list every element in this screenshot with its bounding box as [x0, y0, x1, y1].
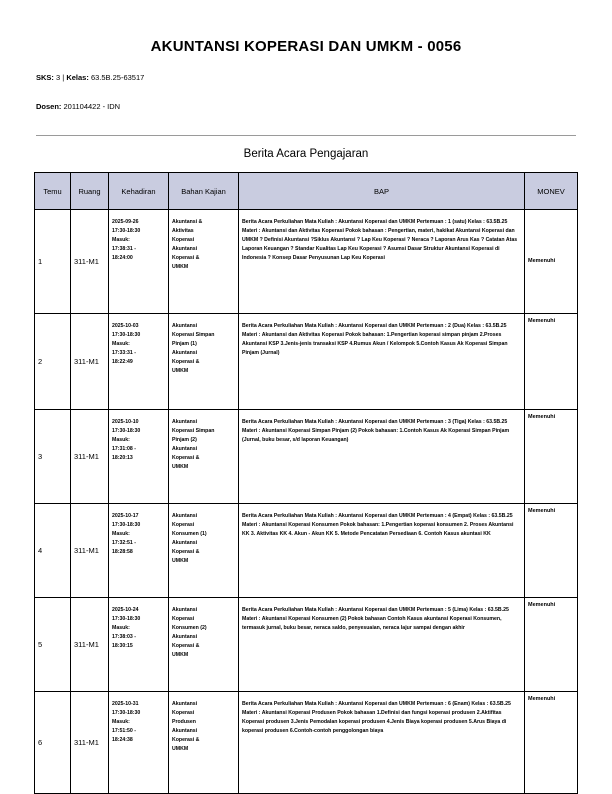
cell-bahan-kajian: Akuntansi Koperasi Produsen Akuntansi Koperasi & UMKM	[169, 692, 239, 794]
cell-temu: 6	[35, 692, 71, 794]
cell-ruang: 311-M1	[71, 692, 109, 794]
cell-bahan-kajian: Akuntansi Koperasi Simpan Pinjam (1) Akuntansi Koperasi & UMKM	[169, 314, 239, 410]
cell-monev: Memenuhi	[525, 210, 578, 314]
table-row	[35, 314, 578, 410]
table-row	[35, 598, 578, 692]
cell-bap: Berita Acara Perkuliahan Mata Kuliah : Akuntansi Koperasi dan UMKM Pertemuan : 4 (Empat) Kelas : 63.5B.25 Materi : Akuntansi Koperasi Konsumen Pokok bahasan: 1.Pengertian koperasi konsumen 2. Proses Akuntansi KK 3. Aktivitas KK 4. Akun - Akun KK 5. Metode Pencatatan Persediaan 6. Contoh Kasus akuntasi KK	[239, 504, 525, 598]
table-row	[35, 692, 578, 794]
col-header-temu: Temu	[35, 173, 71, 210]
document-title: AKUNTANSI KOPERASI DAN UMKM - 0056	[150, 38, 462, 55]
cell-ruang: 311-M1	[71, 210, 109, 314]
dosen-label: Dosen:	[36, 102, 62, 111]
cell-temu: 1	[35, 210, 71, 314]
cell-monev: Memenuhi	[525, 692, 578, 794]
cell-bap: Berita Acara Perkuliahan Mata Kuliah : Akuntansi Koperasi dan UMKM Pertemuan : 6 (Enam) Kelas : 63.5B.25 Materi : Akuntansi Koperasi Produsen Pokok bahasan 1.Definisi dan fungsi koperasi produsen 2.Aktifitas Koperasi produsen 3.Jenis Pemodalan koperasi produsen 4.Jenis Biaya koperasi produsen 5.Arus Biaya di koperasi produsen 6.Contoh-contoh penggolongan biaya	[239, 692, 525, 794]
col-header-monev: MONEV	[525, 173, 578, 210]
bap-table	[34, 172, 578, 794]
cell-monev: Memenuhi	[525, 598, 578, 692]
col-header-bahan-kajian: Bahan Kajian	[169, 173, 239, 210]
col-header-kehadiran: Kehadiran	[109, 173, 169, 210]
cell-temu: 5	[35, 598, 71, 692]
kelas-label: Kelas:	[66, 73, 89, 82]
cell-bahan-kajian: Akuntansi Koperasi Konsumen (1) Akuntansi Koperasi & UMKM	[169, 504, 239, 598]
table-row	[35, 410, 578, 504]
cell-bap: Berita Acara Perkuliahan Mata Kuliah : Akuntansi Koperasi dan UMKM Pertemuan : 3 (Tiga) Kelas : 63.5B.25 Materi : Akuntansi Koperasi Simpan Pinjam (2) Pokok bahasan: 1.Contoh Kasus Ak Koperasi Simpan Pinjam (Jurnal, buku besar, s/d laporan Keuangan)	[239, 410, 525, 504]
table-row	[35, 210, 578, 314]
cell-kehadiran: 2025-10-31 17:30-18:30 Masuk: 17:51:50 - 18:24:38	[109, 692, 169, 794]
cell-ruang: 311-M1	[71, 314, 109, 410]
cell-kehadiran: 2025-09-26 17:30-18:30 Masuk: 17:38:31 - 18:24:00	[109, 210, 169, 314]
lecturer-info	[36, 102, 120, 111]
cell-ruang: 311-M1	[71, 598, 109, 692]
cell-monev: Memenuhi	[525, 410, 578, 504]
course-info	[36, 73, 144, 82]
cell-kehadiran: 2025-10-03 17:30-18:30 Masuk: 17:33:31 - 18:22:49	[109, 314, 169, 410]
separator: |	[62, 73, 67, 82]
cell-kehadiran: 2025-10-24 17:30-18:30 Masuk: 17:38:03 - 18:30:15	[109, 598, 169, 692]
cell-bahan-kajian: Akuntansi Koperasi Simpan Pinjam (2) Akuntansi Koperasi & UMKM	[169, 410, 239, 504]
section-title: Berita Acara Pengajaran	[243, 148, 369, 160]
cell-ruang: 311-M1	[71, 504, 109, 598]
cell-monev: Memenuhi	[525, 504, 578, 598]
col-header-ruang: Ruang	[71, 173, 109, 210]
cell-bahan-kajian: Akuntansi & Aktivitas Koperasi Akuntansi Koperasi & UMKM	[169, 210, 239, 314]
divider	[36, 135, 576, 136]
table-header-row	[35, 173, 578, 210]
kelas-value: 63.5B.25-63517	[90, 73, 145, 82]
cell-bap: Berita Acara Perkuliahan Mata Kuliah : Akuntansi Koperasi dan UMKM Pertemuan : 2 (Dua) Kelas : 63.5B.25 Materi : Akuntansi dan Aktivitas Koperasi Pokok bahasan: 1.Pengertian koperasi simpan pinjam 2.Proses Akuntansi KSP 3.Jenis-jenis transaksi KSP 4.Rumus Akun / Kelompok 5.Contoh Kasus Ak Koperasi Simpan Pinjam (Jurnal)	[239, 314, 525, 410]
cell-monev: Memenuhi	[525, 314, 578, 410]
cell-kehadiran: 2025-10-10 17:30-18:30 Masuk: 17:31:08 - 18:20:13	[109, 410, 169, 504]
cell-temu: 4	[35, 504, 71, 598]
cell-ruang: 311-M1	[71, 410, 109, 504]
sks-label: SKS:	[36, 73, 54, 82]
cell-kehadiran: 2025-10-17 17:30-18:30 Masuk: 17:32:51 - 18:28:58	[109, 504, 169, 598]
cell-bap: Berita Acara Perkuliahan Mata Kuliah : Akuntansi Koperasi dan UMKM Pertemuan : 5 (Lima) Kelas : 63.5B.25 Materi : Akuntansi Koperasi Konsumen (2) Pokok bahasan Contoh Kasus akuntansi Koperasi Konsumen, termasuk jurnal, buku besar, neraca saldo, penyesuaian, neraca lajur sampai dengan akhir	[239, 598, 525, 692]
col-header-bap: BAP	[239, 173, 525, 210]
table-row	[35, 504, 578, 598]
cell-bap: Berita Acara Perkuliahan Mata Kuliah : Akuntansi Koperasi dan UMKM Pertemuan : 1 (satu) Kelas : 63.5B.25 Materi : Akuntansi dan Aktivitas Koperasi Pokok bahasan : Pengertian, materi, hakikat Akuntansi Koperasi dan UMKM ? Definisi Akuntansi ?Siklus Akuntansi ? Lap Keu Koperasi ? Neraca ? Laporan Arus Kas ? Catatan Atas Laporan Keuangan ? Standar Kualitas Lap Keu Koperasi ? Asumsi Dasar Struktur Akuntansi Koperasi di Indonesia ? Konsep Dasar Penyusunan Lap Keu Koperasi	[239, 210, 525, 314]
dosen-value: 201104422 - IDN	[63, 102, 121, 111]
cell-temu: 3	[35, 410, 71, 504]
sks-value: 3	[56, 73, 61, 82]
cell-temu: 2	[35, 314, 71, 410]
cell-bahan-kajian: Akuntansi Koperasi Konsumen (2) Akuntansi Koperasi & UMKM	[169, 598, 239, 692]
